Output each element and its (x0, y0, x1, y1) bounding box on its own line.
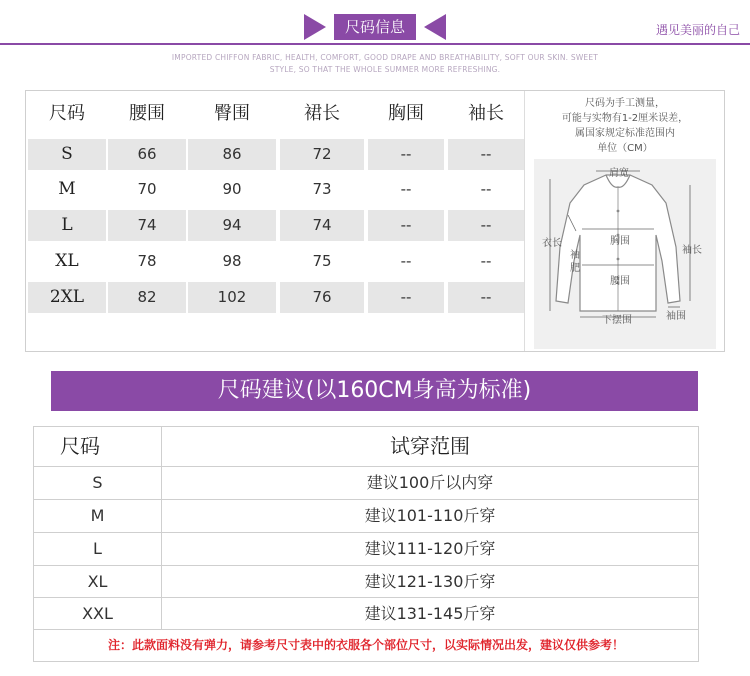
table-row (26, 282, 526, 313)
table-row (34, 533, 698, 566)
table-cell: -- (400, 252, 412, 270)
table-cell: -- (368, 210, 444, 241)
header-sleeve: 袖长 (468, 103, 504, 124)
table-cell: -- (448, 139, 524, 170)
banner-arrow-right (424, 14, 446, 40)
table-cell: 建议121-130斤穿 (364, 572, 496, 591)
label-waist: 腰围 (610, 276, 630, 287)
table-row (34, 566, 698, 598)
size-chart-panel (25, 90, 725, 352)
label-chest: 胸围 (610, 236, 630, 247)
label-length: 衣长 (542, 238, 562, 249)
table-cell: 73 (312, 180, 332, 198)
table-cell: 82 (108, 282, 186, 313)
table-row (26, 174, 526, 205)
table-cell: 建议111-120斤穿 (364, 539, 496, 558)
header-skirt-length: 裙长 (304, 103, 340, 124)
label-hem: 下摆围 (602, 315, 632, 326)
table-cell: 2XL (28, 282, 106, 313)
header-chest: 胸围 (388, 103, 424, 124)
header-size: 尺码 (34, 427, 162, 466)
table-cell: L (28, 210, 106, 241)
measurement-diagram (526, 91, 724, 351)
subtitle (140, 52, 630, 76)
table-cell: S (28, 139, 106, 170)
table-row (34, 598, 698, 630)
table-cell: 86 (188, 139, 276, 170)
label-cuff: 袖围 (666, 311, 686, 322)
table-cell: S (34, 467, 162, 499)
table-cell: XL (55, 251, 79, 271)
table-cell: -- (480, 180, 492, 198)
table-cell: 78 (137, 252, 157, 270)
table-cell: 98 (222, 252, 242, 270)
table-cell: -- (400, 180, 412, 198)
diagram-note: 单位（CM） (597, 143, 653, 154)
table-row (26, 139, 526, 170)
table-cell: 90 (222, 180, 242, 198)
label-sleeve-length: 袖长 (682, 245, 702, 256)
table-cell: L (34, 533, 162, 565)
brand-slogan: 遇见美丽的自己 (655, 23, 740, 37)
diagram-note: 可能与实物有1-2厘米误差， (561, 113, 689, 124)
recommendation-header (34, 427, 698, 467)
table-row (34, 500, 698, 533)
table-cell: 94 (188, 210, 276, 241)
banner-arrow-left (304, 14, 326, 40)
table-cell: -- (368, 282, 444, 313)
table-cell: 72 (280, 139, 364, 170)
table-cell: 102 (188, 282, 276, 313)
table-cell: 76 (280, 282, 364, 313)
size-table-header (26, 98, 526, 129)
table-row (26, 246, 526, 277)
table-cell: -- (448, 210, 524, 241)
panel-divider (524, 91, 525, 351)
recommendation-title: 尺码建议(以160CM身高为标准) (51, 371, 698, 411)
table-cell: 70 (137, 180, 157, 198)
table-cell: 75 (312, 252, 332, 270)
table-row (34, 467, 698, 500)
section-title: 尺码信息 (334, 14, 416, 40)
header-fit-range: 试穿范围 (390, 434, 470, 458)
diagram-note: 尺码为手工测量， (585, 98, 665, 109)
header-divider (0, 43, 750, 45)
recommendation-table (33, 426, 699, 662)
header-size: 尺码 (49, 103, 85, 124)
header-waist: 腰围 (129, 103, 165, 124)
label-sleeve-width-2: 肥 (570, 263, 580, 274)
table-cell: M (34, 500, 162, 532)
section-title-banner (304, 14, 446, 40)
table-cell: XXL (34, 598, 162, 629)
diagram-note: 属国家规定标准范围内 (575, 128, 675, 139)
table-cell: 建议101-110斤穿 (364, 506, 496, 525)
table-cell: 建议100斤以内穿 (366, 473, 494, 492)
table-cell: 74 (108, 210, 186, 241)
table-cell: -- (368, 139, 444, 170)
table-cell: 建议131-145斤穿 (364, 604, 496, 623)
header-hip: 臀围 (214, 103, 250, 124)
table-cell: M (58, 179, 76, 199)
subtitle-line-1: IMPORTED CHIFFON FABRIC, HEALTH, COMFORT, GOOD DRAPE AND BREATHABILITY, SOFT OUR SKIN. SWEET (171, 53, 599, 62)
table-cell: 66 (108, 139, 186, 170)
table-row (26, 210, 526, 241)
subtitle-line-2: STYLE, SO THAT THE WHOLE SUMMER MORE REFRESHING. (269, 65, 501, 74)
label-sleeve-width-1: 袖 (570, 250, 580, 261)
table-cell: XL (34, 566, 162, 597)
table-cell: 74 (280, 210, 364, 241)
label-shoulder: 肩宽 (609, 168, 629, 179)
table-cell: -- (448, 282, 524, 313)
disclaimer-note: 注：此款面料没有弹力，请参考尺寸表中的衣服各个部位尺寸，以实际情况出发，建议仅供参考！ (107, 638, 624, 652)
table-cell: -- (480, 252, 492, 270)
